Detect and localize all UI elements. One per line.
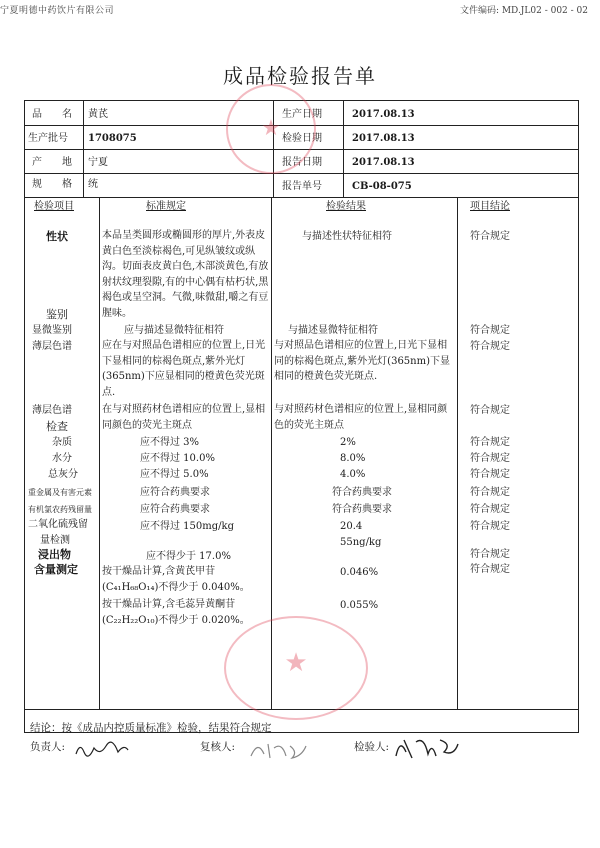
- row-nongyao-item: 有机氯农药残留量: [28, 505, 92, 514]
- row-zazhi-conclusion: 符合规定: [470, 437, 510, 448]
- row-shuifen-conclusion: 符合规定: [470, 453, 510, 464]
- row-jinchuwu-conclusion: 符合规定: [470, 549, 510, 560]
- row-boceng2-conclusion: 符合规定: [470, 405, 510, 416]
- quality-control-seal-stamp: ★: [224, 616, 368, 720]
- row-zazhi-item: 杂质: [52, 437, 72, 448]
- row-so2-item-line2: 量检测: [40, 535, 70, 546]
- report-no-label: 报告单号: [282, 181, 322, 192]
- row-hanliang-conclusion: 符合规定: [470, 564, 510, 575]
- row-zonghui-result: 4.0%: [340, 469, 366, 480]
- section-jianbie: 鉴别: [46, 308, 68, 321]
- spec-label: 规 格: [32, 179, 72, 190]
- row-hanliang-standard-1: 按干燥品计算,含黄芪甲苷(C₄₁H₆₈O₁₄)不得少于 0.040%。: [102, 566, 250, 593]
- page-title: 成品检验报告单: [223, 64, 377, 88]
- row-xianwei-item: 显微鉴别: [32, 325, 72, 336]
- conclusion-text: 结论：按《成品内控质量标准》检验，结果符合规定: [30, 722, 272, 734]
- row-zonghui-conclusion: 符合规定: [470, 469, 510, 480]
- row-boceng2-item: 薄层色谱: [32, 405, 72, 416]
- column-header-result: 检验结果: [326, 201, 366, 212]
- row-nongyao-result: 符合药典要求: [332, 504, 392, 515]
- row-so2-result: 20.4: [340, 521, 363, 532]
- row-so2-conclusion: 符合规定: [470, 521, 510, 532]
- row-xingzhuang-standard: 本品呈类圆形或椭圆形的厚片,外表皮黄白色至淡棕褐色,可见纵皱纹或纵沟。切面表皮黄白色,木部淡黄色,有放射状纹理裂隙,有的中心偶有枯朽状,黑褐色或呈空洞。气微,味微甜,嚼之有豆腥味。: [102, 230, 269, 319]
- row-jinchuwu-item: 浸出物: [38, 548, 71, 561]
- test-date-value: 2017.08.13: [352, 133, 415, 144]
- column-header-item: 检验项目: [34, 201, 74, 212]
- test-date-label: 检验日期: [282, 133, 322, 144]
- column-header-standard: 标准规定: [146, 201, 186, 212]
- spec-value: 统: [88, 179, 98, 190]
- batch-value: 1708075: [88, 133, 137, 144]
- row-boceng2-result: 与对照药材色谱相应的位置上,显相同颜色的荧光主斑点: [274, 404, 448, 431]
- row-so2-item-line1: 二氧化硫残留: [28, 519, 88, 530]
- reviewer-signature: [248, 738, 310, 762]
- row-so2-result-unit: 55ng/kg: [340, 537, 382, 548]
- report-date-value: 2017.08.13: [352, 157, 415, 168]
- row-boceng2-standard: 在与对照药材色谱相应的位置上,显相同颜色的荧光主斑点: [102, 404, 266, 431]
- product-name-value: 黄芪: [88, 109, 108, 120]
- row-so2-standard: 应不得过 150mg/kg: [140, 521, 234, 532]
- document-code: 文件编码: MD.JL02 - 002 - 02: [459, 6, 588, 16]
- row-zhongjinshu-result: 符合药典要求: [332, 487, 392, 498]
- row-boceng1-standard: 应在与对照品色谱相应的位置上,日光下显相同的棕褐色斑点,紫外光灯(365nm)下应显相同的橙黄色荧光斑点.: [102, 340, 266, 398]
- inspector-signature: [392, 734, 462, 762]
- row-xianwei-result: 与描述显微特征相符: [288, 325, 378, 336]
- inspection-seal-stamp: ★: [226, 84, 316, 174]
- origin-label: 产 地: [32, 157, 72, 168]
- row-zonghui-standard: 应不得过 5.0%: [140, 469, 209, 480]
- column-header-conclusion: 项目结论: [470, 201, 510, 212]
- product-name-label: 品 名: [32, 109, 72, 120]
- row-xingzhuang-conclusion: 符合规定: [470, 231, 510, 242]
- row-nongyao-standard: 应符合药典要求: [140, 504, 210, 515]
- row-shuifen-result: 8.0%: [340, 453, 366, 464]
- prod-date-value: 2017.08.13: [352, 109, 415, 120]
- row-hanliang-result-2: 0.055%: [340, 600, 379, 611]
- row-hanliang-result-1: 0.046%: [340, 567, 379, 578]
- batch-label: 生产批号: [28, 133, 68, 144]
- row-xingzhuang-result: 与描述性状特征相符: [302, 231, 392, 242]
- row-xianwei-standard: 应与描述显微特征相符: [124, 325, 224, 336]
- responsible-signature: [72, 738, 132, 760]
- origin-value: 宁夏: [88, 157, 108, 168]
- report-date-label: 报告日期: [282, 157, 322, 168]
- section-jiancha: 检查: [46, 420, 68, 433]
- row-hanliang-item: 含量测定: [34, 563, 78, 576]
- row-shuifen-standard: 应不得过 10.0%: [140, 453, 215, 464]
- row-xianwei-conclusion: 符合规定: [470, 325, 510, 336]
- row-zhongjinshu-conclusion: 符合规定: [470, 487, 510, 498]
- company-header: 宁夏明德中药饮片有限公司: [0, 6, 115, 16]
- prod-date-label: 生产日期: [282, 109, 322, 120]
- row-shuifen-item: 水分: [52, 453, 72, 464]
- report-no-value: CB-08-075: [352, 181, 412, 192]
- inspector-label: 检验人:: [354, 741, 390, 753]
- responsible-label: 负责人:: [30, 741, 66, 753]
- row-zhongjinshu-standard: 应符合药典要求: [140, 487, 210, 498]
- row-hanliang-standard-2: 按干燥品计算,含毛蕊异黄酮苷(C₂₂H₂₂O₁₀)不得少于 0.020%。: [102, 599, 250, 626]
- reviewer-label: 复核人:: [200, 741, 236, 753]
- row-zhongjinshu-item: 重金属及有害元素: [28, 488, 92, 497]
- row-boceng1-conclusion: 符合规定: [470, 341, 510, 352]
- row-zazhi-standard: 应不得过 3%: [140, 437, 200, 448]
- row-boceng1-item: 薄层色谱: [32, 341, 72, 352]
- row-xingzhuang-item: 性状: [46, 230, 68, 243]
- row-nongyao-conclusion: 符合规定: [470, 504, 510, 515]
- row-zonghui-item: 总灰分: [48, 469, 78, 480]
- row-boceng1-result: 与对照品色谱相应的位置上,日光下显相同的棕褐色斑点,紫外光灯(365nm)下显相同的橙黄色荧光斑点.: [274, 340, 450, 382]
- row-zazhi-result: 2%: [340, 437, 356, 448]
- row-jinchuwu-standard: 应不得少于 17.0%: [146, 551, 231, 562]
